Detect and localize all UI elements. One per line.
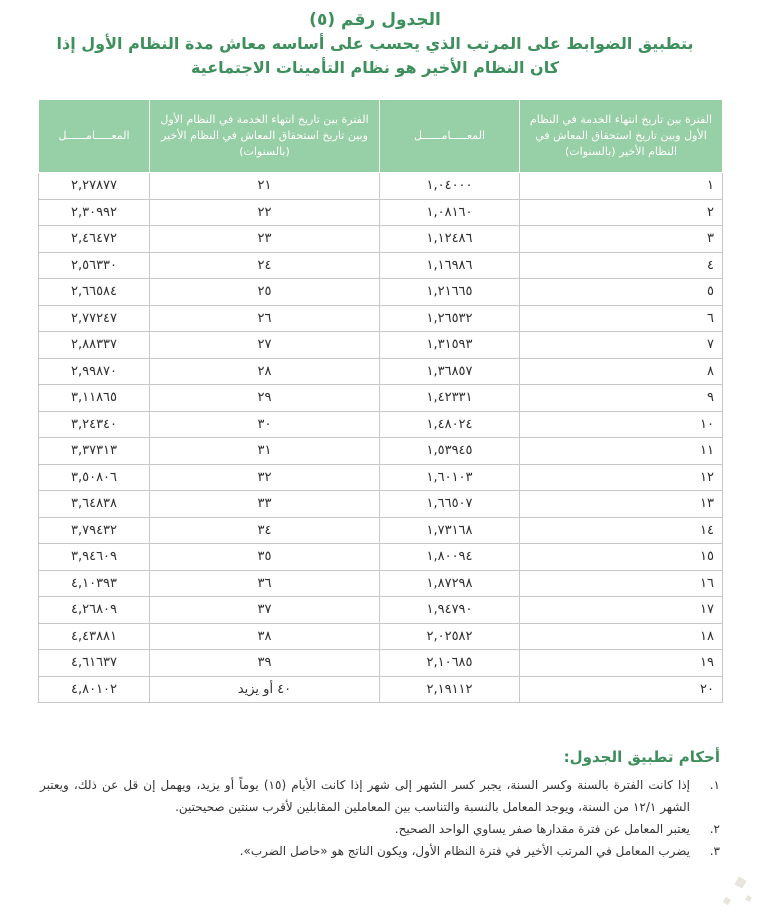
rule-number: ٣. [709,844,720,858]
cell-period-b: ٣٢ [150,464,380,491]
cell-factor-a: ١,٢٦٥٣٢ [380,305,520,332]
table-row [39,226,723,253]
cell-factor-a: ١,٧٣١٦٨ [380,517,520,544]
cell-factor-a: ١,٤٨٠٢٤ [380,411,520,438]
table-header-row [39,100,723,173]
table-row [39,464,723,491]
cell-factor-a: ١,٩٤٧٩٠ [380,597,520,624]
cell-period-a: ٢٠ [520,676,723,703]
cell-period-a: ١ [520,173,723,200]
cell-factor-a: ٢,١٩١١٢ [380,676,520,703]
cell-period-a: ٩ [520,385,723,412]
cell-period-a: ٨ [520,358,723,385]
table-row [39,411,723,438]
table-row [39,305,723,332]
cell-period-b: ٣٨ [150,623,380,650]
cell-period-b: ٣٧ [150,597,380,624]
cell-factor-a: ١,٨٠٠٩٤ [380,544,520,571]
cell-factor-a: ١,٢١٦٦٥ [380,279,520,306]
table-row [39,491,723,518]
cell-factor-b: ٣,٩٤٦٠٩ [39,544,150,571]
cell-factor-b: ٤,٨٠١٠٢ [39,676,150,703]
header-factor-b: المعـــــامــــــل [39,100,150,173]
cell-factor-b: ٢,٢٧٨٧٧ [39,173,150,200]
cell-period-a: ١٤ [520,517,723,544]
cell-factor-b: ٤,٦١٦٣٧ [39,650,150,677]
cell-factor-a: ١,٣١٥٩٣ [380,332,520,359]
cell-period-a: ٦ [520,305,723,332]
cell-factor-b: ٢,٨٨٣٣٧ [39,332,150,359]
cell-factor-a: ١,٤٢٣٣١ [380,385,520,412]
cell-period-b: ٢٧ [150,332,380,359]
table-row [39,623,723,650]
cell-factor-b: ٢,٤٦٤٧٢ [39,226,150,253]
header-factor-a: المعـــــامــــــل [380,100,520,173]
table-row [39,252,723,279]
decorative-square [745,895,752,902]
page-title: الجدول رقم (٥) [309,10,441,30]
cell-period-a: ٣ [520,226,723,253]
cell-factor-b: ٣,١١٨٦٥ [39,385,150,412]
cell-period-a: ١٢ [520,464,723,491]
cell-period-a: ١٨ [520,623,723,650]
cell-factor-a: ١,٦٦٥٠٧ [380,491,520,518]
cell-factor-a: ١,٣٦٨٥٧ [380,358,520,385]
rules-heading: أحكام تطبيق الجدول: [563,748,720,766]
cell-period-b: ٢٤ [150,252,380,279]
cell-period-b: ٤٠ أو يزيد [150,676,380,703]
rules-section [40,744,720,862]
header-period-a: الفترة بين تاريخ انتهاء الخدمة في النظام الأول وبين تاريخ استحقاق المعاش في النظام الأخير (بالسنوات) [520,100,723,173]
cell-period-a: ١٥ [520,544,723,571]
cell-factor-b: ٤,٤٣٨٨١ [39,623,150,650]
cell-period-a: ١١ [520,438,723,465]
cell-factor-b: ٣,٣٧٣١٣ [39,438,150,465]
cell-period-b: ٢٩ [150,385,380,412]
decorative-square [723,897,731,905]
cell-factor-a: ١,٦٠١٠٣ [380,464,520,491]
cell-period-a: ١٣ [520,491,723,518]
cell-factor-a: ١,١٢٤٨٦ [380,226,520,253]
cell-period-a: ٧ [520,332,723,359]
cell-period-a: ١٦ [520,570,723,597]
cell-period-b: ٣٦ [150,570,380,597]
cell-period-b: ٢١ [150,173,380,200]
cell-factor-a: ٢,٠٢٥٨٢ [380,623,520,650]
cell-factor-b: ٤,١٠٣٩٣ [39,570,150,597]
cell-factor-b: ٣,٢٤٣٤٠ [39,411,150,438]
table-row [39,385,723,412]
cell-period-b: ٢٥ [150,279,380,306]
rule-text: إذا كانت الفترة بالسنة وكسر السنة، يجبر كسر الشهر إلى شهر إذا كانت الأيام (١٥) يوماً أو يزيد، ويهمل إن قل عن ذلك، ويعتبر الشهر ١٢/١ من السنة، ويوجد المعامل بالنسبة والتناسب بين المعاملين المقابلين لأقرب سنتين صحيحتين. [40,778,691,814]
cell-period-b: ٢٣ [150,226,380,253]
cell-factor-a: ١,٨٧٢٩٨ [380,570,520,597]
cell-period-a: ١٩ [520,650,723,677]
table-row [39,517,723,544]
table-row [39,173,723,200]
cell-period-a: ٥ [520,279,723,306]
table-row [39,676,723,703]
rule-number: ١. [709,778,720,792]
cell-period-a: ٢ [520,199,723,226]
cell-factor-b: ٣,٥٠٨٠٦ [39,464,150,491]
cell-period-a: ١٧ [520,597,723,624]
table-row [39,570,723,597]
cell-period-b: ٢٨ [150,358,380,385]
table-body [39,173,723,703]
factor-table [38,99,723,703]
cell-factor-a: ١,٠٨١٦٠ [380,199,520,226]
cell-period-b: ٣٥ [150,544,380,571]
cell-factor-a: ١,٥٣٩٤٥ [380,438,520,465]
cell-factor-a: ١,١٦٩٨٦ [380,252,520,279]
rule-item [40,840,720,862]
cell-period-b: ٢٢ [150,199,380,226]
page-subtitle-line-2: كان النظام الأخير هو نظام التأمينات الاجتماعية [190,58,560,77]
rule-text: يضرب المعامل في المرتب الأخير في فترة النظام الأول، ويكون الناتج هو «حاصل الضرب». [239,844,690,858]
cell-factor-b: ٢,٦٦٥٨٤ [39,279,150,306]
rule-number: ٢. [709,822,720,836]
cell-period-b: ٣٣ [150,491,380,518]
cell-factor-b: ٢,٣٠٩٩٢ [39,199,150,226]
table-row [39,279,723,306]
table-row [39,358,723,385]
cell-factor-b: ٢,٥٦٣٣٠ [39,252,150,279]
page-subtitle-line-1: بتطبيق الضوابط على المرتب الذي يحسب على أساسه معاش مدة النظام الأول إذا [56,34,694,53]
cell-factor-b: ٣,٧٩٤٣٢ [39,517,150,544]
title-block [30,8,720,80]
rule-item [40,774,720,818]
decorative-square [734,876,746,888]
cell-period-b: ٣٠ [150,411,380,438]
table-row [39,544,723,571]
cell-period-b: ٣٤ [150,517,380,544]
cell-factor-b: ٤,٢٦٨٠٩ [39,597,150,624]
cell-factor-a: ٢,١٠٦٨٥ [380,650,520,677]
cell-period-b: ٢٦ [150,305,380,332]
cell-period-a: ١٠ [520,411,723,438]
rule-text: يعتبر المعامل عن فترة مقدارها صفر يساوي الواحد الصحيح. [394,822,690,836]
header-period-b: الفترة بين تاريخ انتهاء الخدمة في النظام الأول وبين تاريخ استحقاق المعاش في النظام الأخير (بالسنوات) [150,100,380,173]
cell-period-b: ٣٩ [150,650,380,677]
cell-factor-b: ٢,٩٩٨٧٠ [39,358,150,385]
table-row [39,199,723,226]
cell-factor-b: ٣,٦٤٨٣٨ [39,491,150,518]
rule-item [40,818,720,840]
table-row [39,332,723,359]
cell-factor-a: ١,٠٤٠٠٠ [380,173,520,200]
table-row [39,597,723,624]
cell-period-a: ٤ [520,252,723,279]
table-row [39,438,723,465]
cell-factor-b: ٢,٧٧٢٤٧ [39,305,150,332]
cell-period-b: ٣١ [150,438,380,465]
table-row [39,650,723,677]
